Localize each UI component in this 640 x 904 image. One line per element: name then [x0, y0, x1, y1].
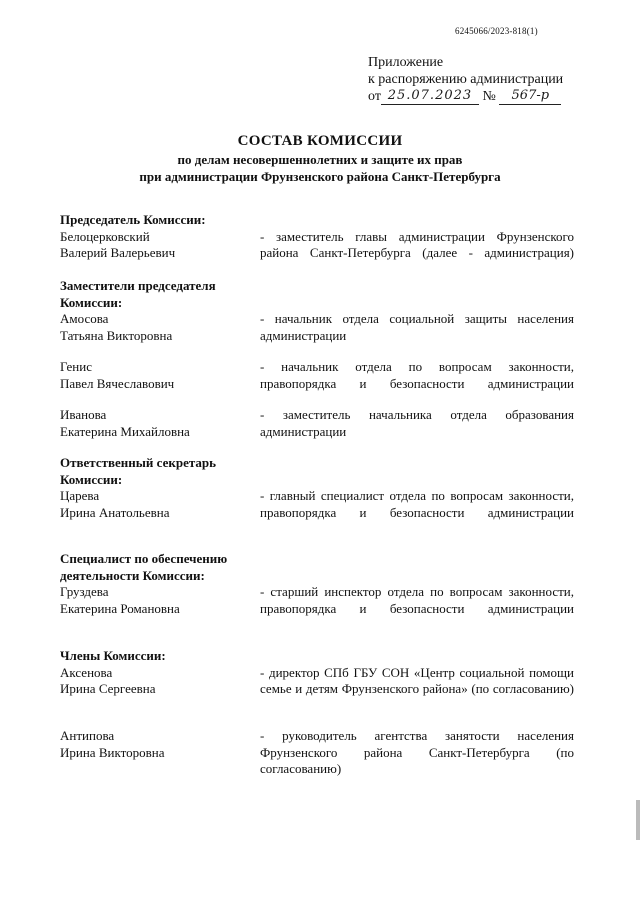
member-given-name: Екатерина Романовна — [60, 600, 180, 616]
member-row — [60, 488, 580, 521]
member-role: - начальник отдела социальной защиты населения администрации — [260, 311, 574, 343]
member-surname: Груздева — [60, 584, 109, 599]
section-deputies-cont-2 — [60, 407, 580, 440]
member-name — [60, 359, 250, 392]
member-given-name: Татьяна Викторовна — [60, 327, 173, 343]
member-given-name: Ирина Анатольевна — [60, 504, 170, 520]
member-name — [60, 311, 250, 344]
section-head-secretary — [60, 455, 260, 488]
member-name — [60, 584, 250, 617]
member-given-name: Валерий Валерьевич — [60, 245, 176, 260]
section-head-chairman: Председатель Комиссии: — [60, 212, 206, 227]
section-chairman — [60, 212, 580, 262]
member-role: - заместитель главы администрации Фрунзенского района Санкт-Петербурга (далее - администрация) — [260, 228, 574, 260]
member-given-name: Павел Вячеславович — [60, 375, 175, 391]
member-role: - старший инспектор отдела по вопросам законности, правопорядка и безопасности администрации — [260, 584, 574, 616]
section-head-line: Заместители председателя — [60, 278, 216, 293]
section-members-cont — [60, 728, 580, 776]
section-head-specialist — [60, 551, 260, 584]
section-members — [60, 648, 580, 698]
member-given-name: Ирина Сергеевна — [60, 681, 156, 696]
section-head-line: Ответственный секретарь — [60, 455, 216, 470]
scan-edge-mark — [636, 800, 640, 840]
member-row — [60, 407, 580, 440]
member-surname: Антипова — [60, 728, 115, 743]
handwritten-number: 567-р — [499, 87, 561, 105]
date-prefix: от — [368, 89, 381, 104]
subtitle-line-2: при администрации Фрунзенского района Санкт-Петербурга — [139, 169, 501, 184]
member-name — [60, 229, 250, 262]
member-surname: Генис — [60, 359, 92, 374]
subtitle-line-1: по делам несовершеннолетних и защите их прав — [177, 152, 463, 167]
member-role: - главный специалист отдела по вопросам законности, правопорядка и безопасности администрации — [260, 488, 574, 520]
section-specialist — [60, 551, 580, 617]
appendix-date-line — [368, 88, 588, 106]
member-row — [60, 359, 580, 392]
handwritten-date: 25.07.2023 — [381, 87, 479, 105]
member-role: - начальник отдела по вопросам законности, правопорядка и безопасности администрации — [260, 359, 574, 391]
member-row — [60, 584, 580, 617]
member-role: - руководитель агентства занятости населения Фрунзенского района Санкт-Петербурга (по согласованию) — [260, 728, 574, 776]
section-head-members: Члены Комиссии: — [60, 648, 166, 663]
section-secretary — [60, 455, 580, 521]
appendix-label: Приложение — [368, 55, 444, 70]
member-given-name: Екатерина Михайловна — [60, 423, 190, 439]
member-surname: Амосова — [60, 311, 109, 326]
member-surname: Царева — [60, 488, 100, 503]
member-surname: Белоцерковский — [60, 228, 150, 244]
member-given-name: Ирина Викторовна — [60, 744, 165, 760]
section-head-line: Комиссии: — [60, 294, 123, 310]
section-head-line: деятельности Комиссии: — [60, 567, 205, 583]
number-prefix: № — [482, 89, 496, 104]
appendix-order-ref: к распоряжению администрации — [368, 72, 564, 87]
member-name — [60, 488, 250, 521]
member-name — [60, 407, 250, 440]
section-head-line: Специалист по обеспечению — [60, 551, 228, 566]
section-head-deputies — [60, 278, 260, 311]
section-head-line: Комиссии: — [60, 471, 123, 487]
appendix-block — [368, 54, 588, 106]
section-deputies-cont — [60, 359, 580, 392]
member-surname: Иванова — [60, 407, 107, 422]
document-code: 6245066/2023-818(1) — [455, 26, 538, 36]
member-name — [60, 665, 250, 698]
member-surname: Аксенова — [60, 664, 113, 680]
member-row — [60, 728, 580, 776]
member-name — [60, 728, 250, 761]
member-role: - заместитель начальника отдела образования администрации — [260, 407, 574, 439]
section-deputies — [60, 278, 580, 344]
member-row — [60, 665, 580, 698]
member-row — [60, 229, 580, 262]
document-subtitle — [0, 151, 640, 185]
member-row — [60, 311, 580, 344]
document-title: СОСТАВ КОМИССИИ — [237, 133, 403, 149]
member-role: - директор СПб ГБУ СОН «Центр социальной помощи семье и детям Фрунзенского района» (по согласованию) — [260, 664, 574, 696]
